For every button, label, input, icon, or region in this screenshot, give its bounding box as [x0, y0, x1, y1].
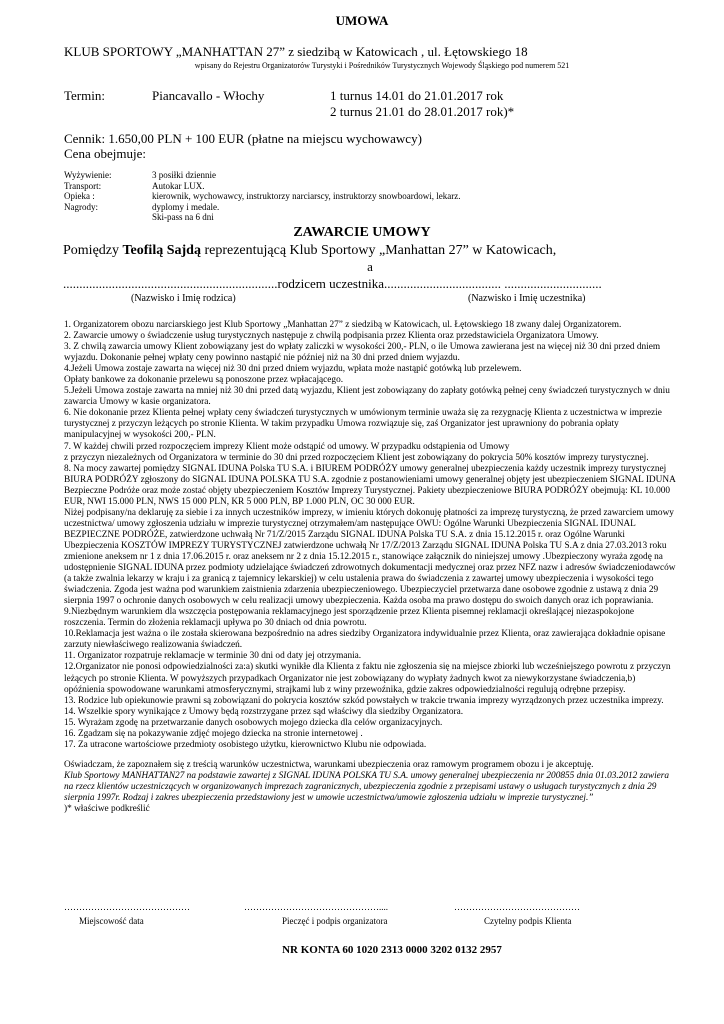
footnote: )* właściwe podkreślić [64, 804, 150, 815]
signature-place-date-line: …………………………………… [64, 902, 190, 912]
signature-client-label: Czytelny podpis Klienta [484, 916, 572, 926]
term-item: 4.Jeżeli Umowa zostaje zawarta na więcej niż 30 dni przed dniem wyjazdu, wpłata może nastąpić gotówką lub przelewem. [64, 364, 522, 375]
section-title: ZAWARCIE UMOWY [293, 225, 431, 240]
include-label: Nagrody: [64, 201, 98, 212]
termin-place: Piancavallo - Włochy [152, 88, 265, 103]
signature-client-line: …………………………………… [454, 902, 580, 912]
term-item: Niżej podpisany/na deklaruję za siebie i za innych uczestników imprezy, w imieniu których dokonuję płatności za imprezę turystyczną, że przed zawarciem umowy uczestnictwa/ umowy zgłoszenia udziału w imprezie turystycznej otrzymałem/am następujące OWU: Ogólne Warunki Ubezpieczenia SIGNAL IDUNAL BEZPIECZNE PODRÓŻE, zatwierdzone uchwałą Nr 71/Z/2015 Zarządu SIGNAL IDUNA Polska TU S.A. z dnia 15.12.2015 r. oraz Ogólne Warunki Ubezpieczenia KOSZTÓW IMPREZY TURYSTYCZNEJ zatwierdzone uchwałą Nr 17/Z/2013 Zarządu SIGNAL IDUNA Polska TU S.A z dnia 27.03.2013 roku zmienione aneksem nr 1 z dnia 17.06.2015 r. oraz aneksem nr 2 z dnia 15.12.2015 r., stanowiące załącznik do niniejszej umowy .Ubezpieczony wyraża zgodę na udostępnienie SIGNAL IDUNA przez podmioty udzielające świadczeń zdrowotnych dokumentacji medycznej oraz przez NFZ nazw i adresów świadczeniodawców (a także zwalnia lekarzy w kraju i za granicą z tajemnicy lekarskiej) w celu ustalenia prawa do świadczenia z zawartej umowy ubezpieczenia i wysokości tego świadczenia. Zgoda jest ważna pod warunkiem zaistnienia zdarzenia ubezpieczeniowego. Ubezpieczyciel przetwarza dane osobowe zgodnie z ustawą z dnia 29 sierpnia 1997 o ochronie danych osobowych w celu realizacji umowy ubezpieczenia. Każda osoba ma prawo dostępu do swoich danych oraz ich poprawiania. [64, 507, 676, 607]
include-value: 3 posiłki dziennie [152, 170, 216, 180]
term-item: 10.Reklamacja jest ważna o ile została skierowana bezpośrednio na adres siedziby Organizatora indywidualnie przez Klienta, oraz zawierająca dokładnie opisane zarzuty niewłaściwego realizowania świadczeń. [64, 629, 666, 651]
term-item: 7. W każdej chwili przed rozpoczęciem imprezy Klient może odstąpić od umowy. W przypadku odstąpienia od Umowy [64, 441, 510, 452]
termin-label: Termin: [64, 88, 105, 103]
term-item: 17. Za utracone wartościowe przedmioty osobistego użytku, kierownictwo Klubu nie odpowiada. [64, 739, 427, 750]
include-label: Wyżywienie: [64, 170, 112, 180]
price-line: Cennik: 1.650,00 PLN + 100 EUR (płatne na miejscu wychowawcy) [64, 131, 422, 146]
bank-account-number: NR KONTA 60 1020 2313 0000 3202 0132 2957 [282, 944, 502, 956]
term-item: 9.Niezbędnym warunkiem dla wszczęcia postępowania reklamacyjnego jest sporządzenie przez Klienta pisemnej reklamacji określającej niezaspokojone roszczenia. Termin do złożenia reklamacji upływa po 30 dniach od dnia powrotu. [64, 607, 634, 629]
signature-organizer-line: ……………………………………….... [244, 902, 388, 912]
conjunction-a: a [367, 259, 373, 274]
term-item: 14. Wszelkie spory wynikające z Umowy będą rozstrzygane przez sąd właściwy dla siedziby Organizatora. [64, 706, 464, 717]
parties-pre: Pomiędzy [63, 243, 123, 258]
signature-organizer-label: Pieczęć i podpis organizatora [282, 916, 388, 926]
document-title: UMOWA [335, 13, 389, 28]
includes-label: Cena obejmuje: [64, 146, 146, 161]
include-value: Autokar LUX. [152, 180, 205, 191]
parties-post: reprezentującą Klub Sportowy „Manhattan 27” w Katowicach, [200, 243, 557, 258]
term-item: Opłaty bankowe za dokonanie przelewu są ponoszone przez wpłacającego. [64, 375, 344, 386]
termin-turn-2: 2 turnus 21.01 do 28.01.2017 rok)* [330, 104, 515, 119]
include-value: kierownik, wychowawcy, instruktorzy narciarscy, instruktorzy snowboardowi, lekarz. [152, 191, 461, 201]
term-item: z przyczyn niezależnych od Organizatora w terminie do 30 dni przed rozpoczęciem Klient jest zobowiązany do pokrycia 50% kosztów imprezy turystycznej. [64, 452, 649, 463]
term-item: 6. Nie dokonanie przez Klienta pełnej wpłaty ceny świadczeń turystycznych w umówionym terminie uważa się za rezygnację Klienta z uczestnictwa w imprezie turystycznej z przyczyn leżących po stronie Klienta. W takim przypadku Umowa rozwiązuje się, zaś Organizator jest uprawniony do pobrania opłaty manipulacyjnej w wysokości 200,- PLN. [64, 408, 662, 441]
term-item: 3. Z chwilą zawarcia umowy Klient zobowiązany jest do wpłaty zaliczki w wysokości 200,- PLN, o ile Umowa zawierana jest na więcej niż 30 dni przed dniem wyjazdu. Dokonanie pełnej wpłaty ceny powinno nastąpić nie później niż na 30 dni przed dniem wyjazdu. [64, 342, 661, 364]
include-label: Transport: [64, 180, 102, 191]
signature-place-date-label: Miejscowość data [79, 916, 144, 926]
term-item: 15. Wyrażam zgodę na przetwarzanie danych osobowych mojego dziecka dla celów organizacyjnych. [64, 717, 443, 728]
insurance-statement: Klub Sportowy MANHATTAN27 na podstawie zawartej z SIGNAL IDUNA POLSKA TU S.A. umowy generalnej ubezpieczenia nr 200855 dnia 01.03.2012 zawiera na rzecz klientów uczestniczących w organizowanych imprezach zagranicznych, ubezpieczenia zgodnie z przepisami ustawy o usługach turystycznych z dnia 29 sierpnia 1997r. Rodzaj i zakres ubezpieczenia przedstawiony jest w umowie uczestnictwa/umowie zgłoszenia udziału w imprezie turystycznej.” [64, 770, 670, 803]
term-item: 2. Zawarcie umowy o świadczenie usług turystycznych następuje z chwilą podpisania przez Klienta oraz przedstawiciela Organizatora Umowy. [64, 331, 599, 342]
term-item: 13. Rodzice lub opiekunowie prawni są zobowiązani do pokrycia kosztów szkód powstałych w trakcie trwania imprezy wyrządzonych przez uczestnika imprezy. [64, 695, 664, 706]
participant-name-label: (Nazwisko i Imię uczestnika) [468, 293, 586, 304]
include-value: Ski-pass na 6 dni [152, 212, 214, 222]
parties-line [63, 243, 556, 259]
term-item: 16. Zgadzam się na pokazywanie zdjęć mojego dziecka na stronie internetowej . [64, 728, 363, 739]
registry-line: wpisany do Rejestru Organizatorów Turystyki i Pośredników Turystycznych Wojewody Śląskiego pod numerem 521 [194, 61, 570, 70]
representative-name: Teofilą Sajdą [122, 243, 201, 258]
terms-list [64, 320, 676, 815]
term-item: 12.Organizator nie ponosi odpowiedzialności za:a) skutki wynikłe dla Klienta z faktu nie zgłoszenia się na miejsce zbiorki lub wcześniejszego powrotu z przyczyn leżących po stronie Klienta. W powyższych przypadkach Organizator nie jest zobowiązany do wypłaty żadnych kwot za niewykorzystane świadczenia,b) opóźnienia spowodowane warunkami atmosferycznymi, strajkami lub z winy przewoźnika, gdzie zakres odpowiedzialności regulują odrębne przepisy. [64, 662, 671, 695]
termin-turn-1: 1 turnus 14.01 do 21.01.2017 rok [330, 88, 504, 103]
club-line: KLUB SPORTOWY „MANHATTAN 27” z siedzibą w Katowicach , ul. Łętowskiego 18 [64, 44, 528, 59]
term-item: 8. Na mocy zawartej pomiędzy SIGNAL IDUNA Polska TU S.A. i BIUREM PODRÓŻY umowy generalnej ubezpieczenia każdy uczestnik imprezy turystycznej BIURA PODRÓŻY zgłoszony do SIGNAL IDUNA POLSKA TU S.A. zgodnie z postanowieniami umowy generalnej objęty jest ubezpieczeniem SIGNAL IDUNA Bezpieczne Podróże oraz może zostać objęty ubezpieczeniem Kosztów Imprezy Turystycznej. Pakiety ubezpieczeniowe BIURA PODRÓŻY obejmują: KL 10.000 EUR, NWI 15.000 PLN, NWS 15 000 PLN, KR 5 000 PLN, BP 1.000 PLN, OC 30 000 EUR. [64, 463, 676, 507]
term-item: 1. Organizatorem obozu narciarskiego jest Klub Sportowy „Manhattan 27” z siedzibą w Katowicach, ul. Łętowskiego 18 zwany dalej Organizatorem. [64, 320, 622, 330]
term-item: 11. Organizator rozpatruje reklamacje w terminie 30 dni od daty jej otrzymania. [64, 651, 362, 662]
term-item: 5.Jeżeli Umowa zostaje zawarta na mniej niż 30 dni przed datą wyjazdu, Klient jest zobowiązany do zapłaty gotówką pełnej ceny świadczeń turystycznych w dniu zawarcia Umowy w kasie organizatora. [64, 386, 670, 408]
declaration-line: Oświadczam, że zapoznałem się z treścią warunków uczestnictwa, warunkami ubezpieczenia oraz ramowym programem obozu i je akceptuję. [64, 759, 594, 770]
names-fill-line: ..................................................................rodzicem uczestnika.................................... .............................. [63, 276, 602, 291]
include-value: dyplomy i medale. [152, 201, 220, 212]
include-label: Opieka : [64, 191, 95, 201]
parent-name-label: (Nazwisko i Imię rodzica) [131, 293, 236, 304]
